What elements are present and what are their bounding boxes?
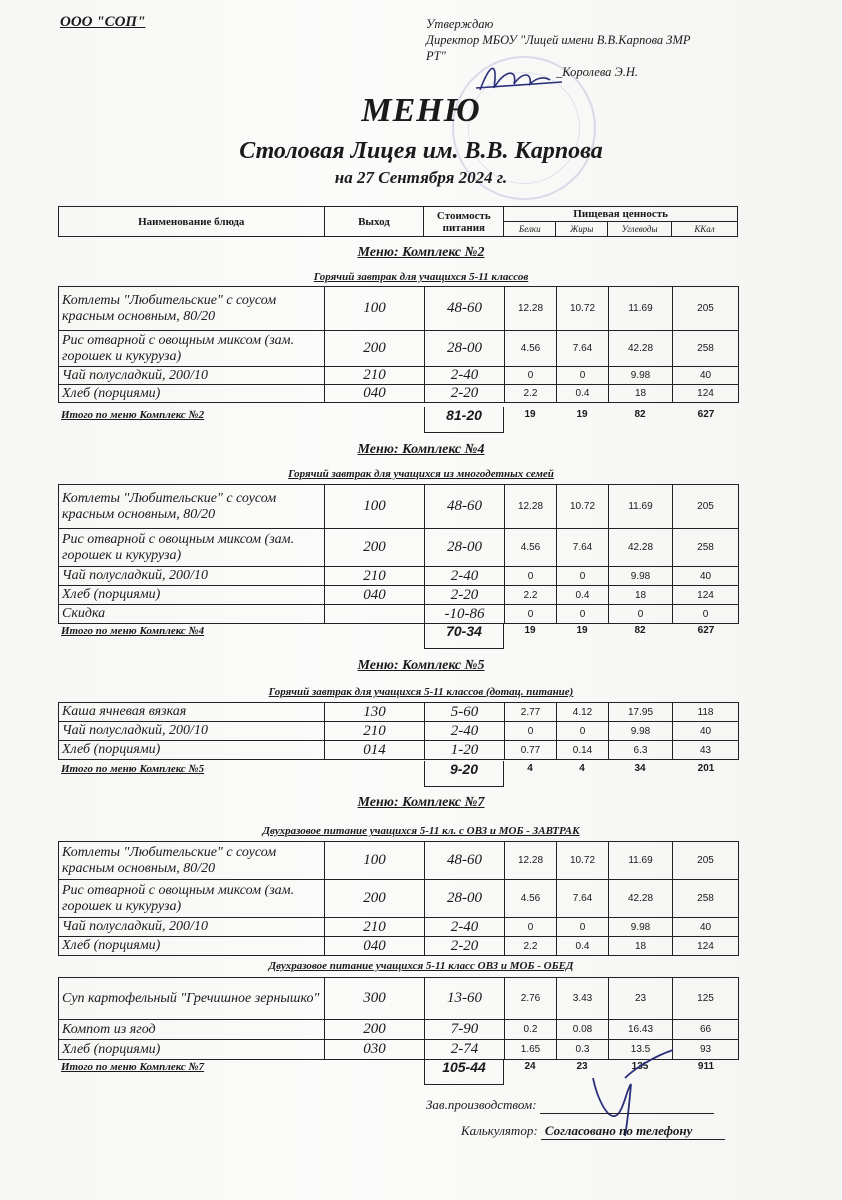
dish-carbs: 42.28 [609, 880, 673, 918]
dish-kcal: 205 [673, 485, 739, 529]
dish-output: 300 [325, 978, 425, 1020]
manager-line [426, 1097, 714, 1114]
dish-output: 100 [325, 842, 425, 880]
dish-output: 210 [325, 722, 425, 741]
table-row [59, 605, 739, 624]
dish-kcal: 93 [673, 1040, 739, 1060]
dish-name: Скидка [59, 605, 325, 624]
total-label: Итого по меню Комплекс №2 [61, 409, 205, 421]
dish-kcal: 0 [673, 605, 739, 624]
col-header-nutrition: Пищевая ценность [504, 207, 738, 222]
dish-fat: 0.3 [557, 1040, 609, 1060]
total-cost: 105-44 [424, 1059, 504, 1085]
dish-kcal: 258 [673, 331, 739, 367]
table-row [59, 741, 739, 760]
dish-carbs: 42.28 [609, 331, 673, 367]
section-title: Меню: Комплекс №4 [357, 442, 485, 457]
dish-kcal: 40 [673, 367, 739, 385]
dish-protein: 2.2 [505, 385, 557, 403]
dish-protein: 0 [505, 722, 557, 741]
dish-name: Рис отварной с овощным миксом (зам. горошек и кукуруза) [59, 331, 325, 367]
dish-fat: 7.64 [557, 529, 609, 567]
dish-kcal: 124 [673, 385, 739, 403]
approval-heading: Утверждаю [426, 17, 494, 31]
dish-name: Котлеты "Любительские" с соусом красным основным, 80/20 [59, 485, 325, 529]
dish-output: 100 [325, 485, 425, 529]
dish-cost: 48-60 [425, 842, 505, 880]
dish-protein: 0 [505, 918, 557, 937]
total-row [58, 408, 738, 434]
dish-output: 040 [325, 937, 425, 956]
dish-carbs: 11.69 [609, 485, 673, 529]
dish-carbs: 17.95 [609, 703, 673, 722]
dish-fat: 10.72 [557, 842, 609, 880]
dish-protein: 2.76 [505, 978, 557, 1020]
column-header-table [58, 206, 738, 237]
dish-output: 100 [325, 287, 425, 331]
dish-protein: 2.77 [505, 703, 557, 722]
dish-output: 200 [325, 529, 425, 567]
menu-table [58, 702, 739, 760]
total-kcal: 627 [697, 409, 715, 420]
total-kcal: 201 [697, 763, 715, 774]
table-row [59, 485, 739, 529]
dish-fat: 4.12 [557, 703, 609, 722]
dish-carbs: 9.98 [609, 918, 673, 937]
table-row [59, 703, 739, 722]
dish-name: Каша ячневая вязкая [59, 703, 325, 722]
menu-table [58, 841, 739, 956]
dish-cost: -10-86 [425, 605, 505, 624]
dish-kcal: 118 [673, 703, 739, 722]
dish-cost: 2-74 [425, 1040, 505, 1060]
dish-carbs: 18 [609, 385, 673, 403]
approval-position: Директор МБОУ "Лицей имени В.В.Карпова ЗМР [426, 33, 691, 47]
approval-signer-name: Королева Э.Н. [562, 65, 639, 79]
total-label: Итого по меню Комплекс №5 [61, 763, 205, 775]
total-fat: 23 [576, 1061, 588, 1072]
dish-carbs: 0 [609, 605, 673, 624]
dish-cost: 28-00 [425, 529, 505, 567]
dish-protein: 12.28 [505, 287, 557, 331]
dish-protein: 12.28 [505, 842, 557, 880]
dish-name: Котлеты "Любительские" с соусом красным основным, 80/20 [59, 287, 325, 331]
dish-cost: 48-60 [425, 485, 505, 529]
table-row [59, 842, 739, 880]
approval-signer: _Королева Э.Н. [556, 65, 639, 79]
total-fat: 19 [576, 625, 588, 636]
dish-carbs: 11.69 [609, 842, 673, 880]
dish-kcal: 125 [673, 978, 739, 1020]
col-header-kcal: ККал [672, 222, 738, 237]
calculator-label: Калькулятор: [461, 1123, 538, 1138]
table-row [59, 722, 739, 741]
dish-kcal: 124 [673, 937, 739, 956]
dish-protein: 0 [505, 605, 557, 624]
dish-protein: 0 [505, 567, 557, 586]
total-protein: 4 [527, 763, 533, 774]
dish-name: Хлеб (порциями) [59, 385, 325, 403]
dish-name: Хлеб (порциями) [59, 741, 325, 760]
col-header-cost [424, 207, 504, 237]
dish-output: 130 [325, 703, 425, 722]
dish-name: Хлеб (порциями) [59, 937, 325, 956]
total-kcal: 911 [697, 1061, 715, 1072]
dish-output: 200 [325, 1020, 425, 1040]
dish-protein: 12.28 [505, 485, 557, 529]
dish-kcal: 43 [673, 741, 739, 760]
dish-kcal: 40 [673, 722, 739, 741]
dish-carbs: 9.98 [609, 722, 673, 741]
table-row [59, 937, 739, 956]
dish-carbs: 16.43 [609, 1020, 673, 1040]
manager-signature-field [540, 1097, 714, 1114]
dish-carbs: 18 [609, 937, 673, 956]
dish-cost: 2-20 [425, 385, 505, 403]
dish-fat: 0 [557, 567, 609, 586]
total-fat: 19 [576, 409, 588, 420]
total-carbs: 34 [634, 763, 646, 774]
dish-name: Компот из ягод [59, 1020, 325, 1040]
dish-name: Рис отварной с овощным миксом (зам. горошек и кукуруза) [59, 880, 325, 918]
dish-output: 040 [325, 385, 425, 403]
total-protein: 24 [524, 1061, 536, 1072]
dish-name: Котлеты "Любительские" с соусом красным основным, 80/20 [59, 842, 325, 880]
total-cost: 70-34 [424, 623, 504, 649]
dish-kcal: 258 [673, 880, 739, 918]
dish-cost: 2-40 [425, 722, 505, 741]
dish-protein: 0 [505, 367, 557, 385]
col-header-name: Наименование блюда [59, 207, 325, 237]
total-cost: 81-20 [424, 407, 504, 433]
dish-carbs: 9.98 [609, 567, 673, 586]
section-subtitle-lunch: Двухразовое питание учащихся 5-11 класс ОВЗ и МОБ - ОБЕД [268, 960, 574, 972]
col-header-cost-line1: Стоимость [436, 209, 491, 222]
table-row [59, 1020, 739, 1040]
menu-table [58, 484, 739, 624]
dish-cost: 13-60 [425, 978, 505, 1020]
section-subtitle: Горячий завтрак для учащихся 5-11 классов (дотац. питание) [268, 686, 574, 698]
menu-table [58, 286, 739, 403]
total-label: Итого по меню Комплекс №4 [61, 625, 205, 637]
dish-fat: 0 [557, 605, 609, 624]
dish-fat: 0 [557, 918, 609, 937]
dish-protein: 1.65 [505, 1040, 557, 1060]
page-title: МЕНЮ [361, 92, 481, 129]
dish-cost: 2-20 [425, 937, 505, 956]
section-title: Меню: Комплекс №2 [357, 245, 485, 260]
dish-carbs: 6.3 [609, 741, 673, 760]
dish-fat: 0.4 [557, 937, 609, 956]
dish-fat: 0 [557, 367, 609, 385]
dish-output: 200 [325, 331, 425, 367]
dish-protein: 0.2 [505, 1020, 557, 1040]
dish-protein: 4.56 [505, 529, 557, 567]
total-carbs: 82 [634, 625, 646, 636]
dish-output: 030 [325, 1040, 425, 1060]
col-header-protein: Белки [504, 222, 556, 237]
dish-carbs: 18 [609, 586, 673, 605]
table-row [59, 880, 739, 918]
dish-carbs: 23 [609, 978, 673, 1020]
total-protein: 19 [524, 625, 536, 636]
dish-kcal: 66 [673, 1020, 739, 1040]
calculator-value: Согласовано по телефону [541, 1123, 725, 1140]
table-row [59, 529, 739, 567]
dish-fat: 3.43 [557, 978, 609, 1020]
section-subtitle: Горячий завтрак для учащихся 5-11 классов [313, 271, 529, 283]
dish-cost: 28-00 [425, 880, 505, 918]
dish-protein: 4.56 [505, 880, 557, 918]
table-row [59, 287, 739, 331]
dish-output [325, 605, 425, 624]
dish-output: 200 [325, 880, 425, 918]
dish-carbs: 11.69 [609, 287, 673, 331]
table-row [59, 586, 739, 605]
dish-fat: 10.72 [557, 287, 609, 331]
total-cost: 9-20 [424, 761, 504, 787]
dish-kcal: 258 [673, 529, 739, 567]
dish-name: Хлеб (порциями) [59, 586, 325, 605]
dish-kcal: 40 [673, 567, 739, 586]
total-kcal: 627 [697, 625, 715, 636]
dish-carbs: 13.5 [609, 1040, 673, 1060]
approval-position-cont: РТ" [426, 49, 446, 63]
dish-name: Хлеб (порциями) [59, 1040, 325, 1060]
total-row [58, 624, 738, 650]
table-row [59, 331, 739, 367]
total-carbs: 135 [631, 1061, 649, 1072]
col-header-cost-line2: питания [442, 221, 485, 234]
section-title: Меню: Комплекс №7 [357, 795, 485, 810]
dish-output: 210 [325, 918, 425, 937]
page-date: на 27 Сентября 2024 г. [334, 168, 508, 187]
dish-fat: 0.4 [557, 385, 609, 403]
table-row [59, 567, 739, 586]
dish-fat: 7.64 [557, 331, 609, 367]
col-header-output: Выход [324, 207, 424, 237]
table-row [59, 367, 739, 385]
dish-carbs: 9.98 [609, 367, 673, 385]
dish-protein: 4.56 [505, 331, 557, 367]
page-subtitle: Столовая Лицея им. В.В. Карпова [239, 138, 603, 164]
section-subtitle: Горячий завтрак для учащихся из многодетных семей [288, 468, 554, 480]
dish-cost: 1-20 [425, 741, 505, 760]
dish-name: Чай полусладкий, 200/10 [59, 918, 325, 937]
col-header-carbs: Углеводы [608, 222, 672, 237]
dish-output: 210 [325, 367, 425, 385]
dish-name: Чай полусладкий, 200/10 [59, 367, 325, 385]
dish-carbs: 42.28 [609, 529, 673, 567]
dish-output: 014 [325, 741, 425, 760]
dish-cost: 28-00 [425, 331, 505, 367]
dish-kcal: 124 [673, 586, 739, 605]
dish-output: 210 [325, 567, 425, 586]
dish-fat: 7.64 [557, 880, 609, 918]
dish-protein: 2.2 [505, 937, 557, 956]
calculator-line [461, 1123, 725, 1140]
dish-name: Рис отварной с овощным миксом (зам. горошек и кукуруза) [59, 529, 325, 567]
dish-fat: 0 [557, 722, 609, 741]
col-header-fat: Жиры [556, 222, 608, 237]
dish-protein: 0.77 [505, 741, 557, 760]
organization-name: ООО "СОП" [60, 14, 146, 30]
total-fat: 4 [579, 763, 585, 774]
dish-name: Чай полусладкий, 200/10 [59, 722, 325, 741]
dish-cost: 2-40 [425, 367, 505, 385]
table-row [59, 918, 739, 937]
dish-cost: 2-20 [425, 586, 505, 605]
dish-kcal: 40 [673, 918, 739, 937]
dish-cost: 7-90 [425, 1020, 505, 1040]
total-row [58, 762, 738, 788]
dish-name: Чай полусладкий, 200/10 [59, 567, 325, 586]
total-protein: 19 [524, 409, 536, 420]
dish-cost: 48-60 [425, 287, 505, 331]
table-row [59, 385, 739, 403]
dish-output: 040 [325, 586, 425, 605]
total-label: Итого по меню Комплекс №7 [61, 1061, 205, 1073]
section-title: Меню: Комплекс №5 [357, 658, 485, 673]
section-subtitle: Двухразовое питание учащихся 5-11 кл. с ОВЗ и МОБ - ЗАВТРАК [262, 825, 580, 837]
dish-fat: 0.14 [557, 741, 609, 760]
dish-cost: 2-40 [425, 918, 505, 937]
dish-cost: 5-60 [425, 703, 505, 722]
dish-fat: 0.4 [557, 586, 609, 605]
manager-label: Зав.производством: [426, 1097, 537, 1112]
dish-cost: 2-40 [425, 567, 505, 586]
table-row [59, 978, 739, 1020]
dish-fat: 0.08 [557, 1020, 609, 1040]
dish-name: Суп картофельный "Гречишное зернышко" [59, 978, 325, 1020]
dish-kcal: 205 [673, 842, 739, 880]
dish-fat: 10.72 [557, 485, 609, 529]
dish-protein: 2.2 [505, 586, 557, 605]
total-carbs: 82 [634, 409, 646, 420]
dish-kcal: 205 [673, 287, 739, 331]
